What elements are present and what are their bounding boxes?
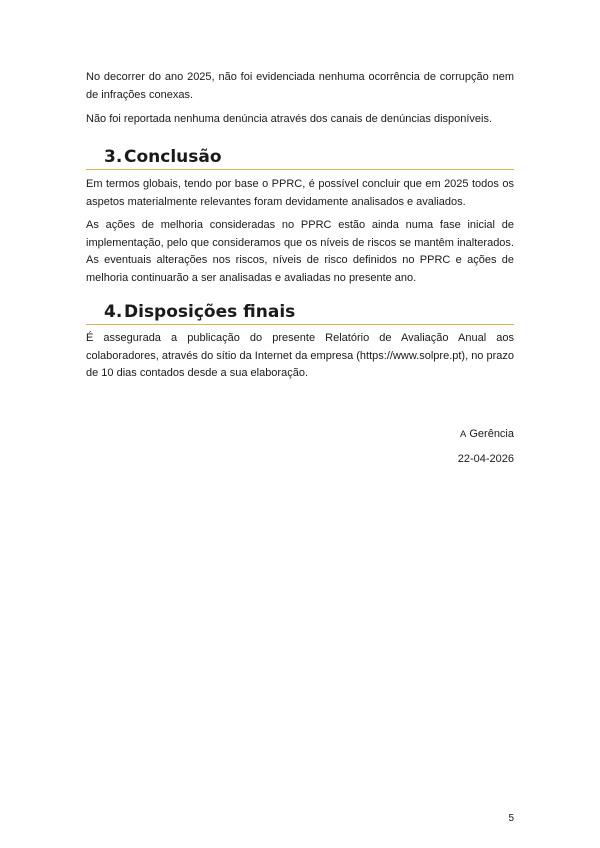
signature-date: 22-04-2026 [457,453,514,465]
paragraph-publication: É assegurada a publicação do presente Relatório de Avaliação Anual aos colaboradores, através do sítio da Internet da empresa (https://www.solpre.pt), no prazo de 10 dias contados desde a sua elaboração. [86,332,515,379]
section-heading-final-provisions [86,302,514,325]
section-title: Conclusão [124,147,222,167]
paragraph-conclusion-improvements: As ações de melhoria consideradas no PPRC estão ainda numa fase inicial de implementação, pelo que consideramos que os níveis de riscos se mantêm inalterados. As eventuais alterações nos riscos, níveis de risco definidos no PPRC e ações de melhoria continuarão a ser analisadas e avaliadas no presente ano. [86,219,514,284]
signature-prefix: A [459,429,467,440]
section-heading-conclusion [86,147,514,170]
section-number: 3. [104,147,123,167]
signature-name: Gerência [469,428,514,440]
paragraph-no-reports: Não foi reportada nenhuma denúncia através dos canais de denúncias disponíveis. [86,113,493,125]
page-number: 5 [508,813,514,824]
paragraph-corruption-occurrence: No decorrer do ano 2025, não foi evidenciada nenhuma ocorrência de corrupção nem de infrações conexas. [86,71,514,101]
signature-entity [460,428,514,440]
section-number: 4. [104,302,123,322]
section-title: Disposições finais [124,302,296,322]
paragraph-conclusion-global: Em termos globais, tendo por base o PPRC, é possível concluir que em 2025 todos os aspetos materialmente relevantes foram devidamente analisados e avaliados. [86,178,514,208]
